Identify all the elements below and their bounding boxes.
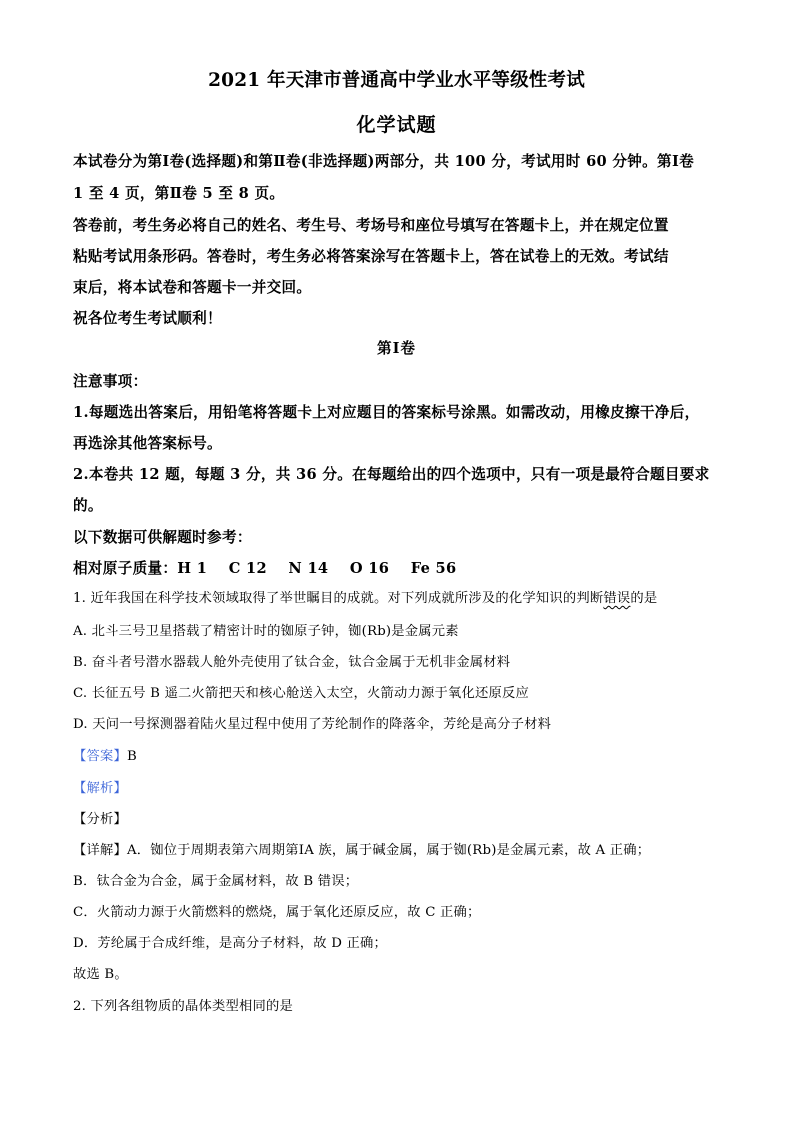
detail-line: 【详解】A．铷位于周期表第六周期第ⅠA 族，属于碱金属，属于铷(Rb)是金属元素，故 A 正确； — [73, 843, 651, 858]
intro-line: 粘贴考试用条形码。答卷时，考生务必将答案涂写在答题卡上，答在试卷上的无效。考试结 — [73, 248, 669, 265]
intro-line: 答卷前，考生务必将自己的姓名、考生号、考场号和座位号填写在答题卡上，并在规定位置 — [73, 217, 669, 234]
fenxi-label: 【分析】 — [73, 812, 127, 827]
notes-heading: 注意事项： — [73, 373, 148, 390]
conclusion-line: 故选 B。 — [73, 967, 128, 982]
question-stem-text: 1. 近年我国在科学技术领域取得了举世瞩目的成就。对下列成就所涉及的化学知识的判断 — [73, 591, 604, 606]
exam-subject: 化学试题 — [356, 114, 437, 136]
note-line: 的。 — [73, 497, 103, 514]
atomic-mass-line: 相对原子质量：H 1 C 12 N 14 O 16 Fe 56 — [73, 560, 457, 577]
intro-line: 束后，将本试卷和答题卡一并交回。 — [73, 279, 312, 296]
detail-line: B．钛合金为合金，属于金属材料，故 B 错误； — [73, 874, 359, 889]
detail-line: D．芳纶属于合成纤维，是高分子材料，故 D 正确； — [73, 936, 388, 951]
emphasis-text: 错误 — [603, 591, 631, 606]
intro-line: 1 至 4 页，第Ⅱ卷 5 至 8 页。 — [73, 185, 285, 202]
answer-line — [73, 745, 733, 764]
answer-value: B — [127, 749, 137, 764]
section-title: 第Ⅰ卷 — [376, 340, 416, 357]
option-a: A. 北斗三号卫星搭载了精密计时的铷原子钟，铷(Rb)是金属元素 — [73, 624, 459, 639]
answer-label: 【答案】 — [73, 749, 127, 764]
note-line: 2.本卷共 12 题，每题 3 分，共 36 分。在每题给出的四个选项中，只有一项是最符合题目要求 — [73, 466, 710, 483]
reference-heading: 以下数据可供解题时参考： — [73, 529, 252, 546]
question-stem — [73, 587, 733, 606]
analysis-label: 【解析】 — [73, 781, 127, 796]
note-line: 再选涂其他答案标号。 — [73, 435, 222, 452]
note-line: 1.每题选出答案后，用铅笔将答题卡上对应题目的答案标号涂黑。如需改动，用橡皮擦干净后， — [73, 404, 700, 421]
option-d: D. 天问一号探测器着陆火星过程中使用了芳纶制作的降落伞，芳纶是高分子材料 — [73, 717, 552, 732]
question-stem: 2. 下列各组物质的晶体类型相同的是 — [73, 999, 293, 1014]
intro-line: 本试卷分为第Ⅰ卷(选择题)和第Ⅱ卷(非选择题)两部分，共 100 分，考试用时 60 分钟。第Ⅰ卷 — [73, 153, 694, 170]
exam-title: 2021 年天津市普通高中学业水平等级性考试 — [208, 70, 585, 91]
question-stem-text: 的是 — [630, 591, 658, 606]
intro-line: 祝各位考生考试顺利！ — [73, 310, 222, 327]
option-b: B. 奋斗者号潜水器载人舱外壳使用了钛合金，钛合金属于无机非金属材料 — [73, 655, 511, 670]
option-c: C. 长征五号 B 遥二火箭把天和核心舱送入太空，火箭动力源于氧化还原反应 — [73, 686, 529, 701]
detail-line: C．火箭动力源于火箭燃料的燃烧，属于氧化还原反应，故 C 正确； — [73, 905, 481, 920]
